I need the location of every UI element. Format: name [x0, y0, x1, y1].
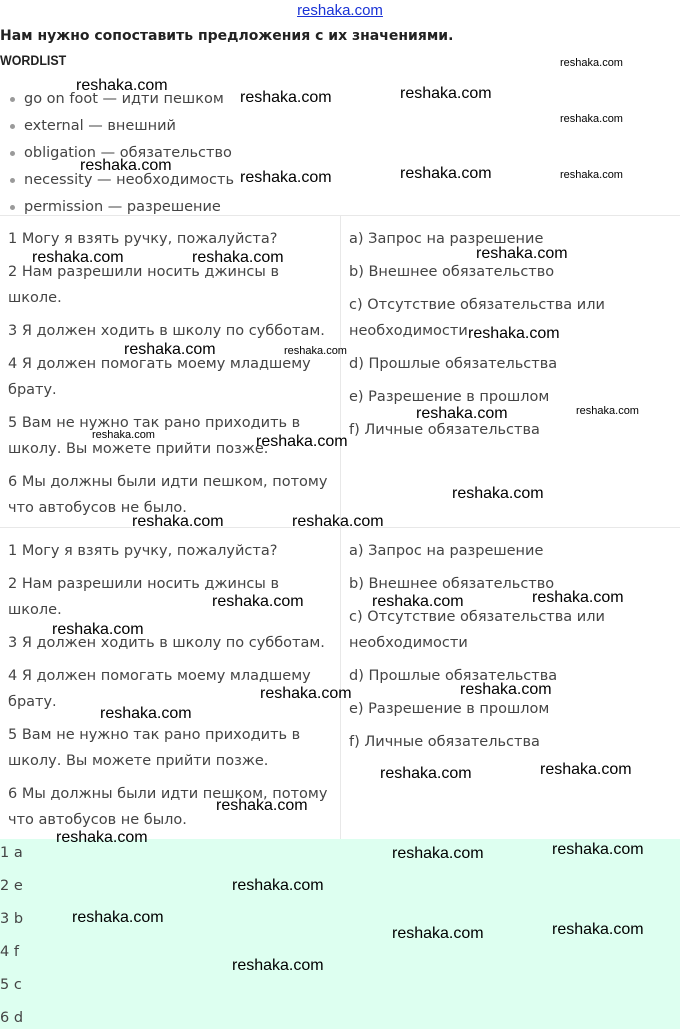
meaning-item: d) Прошлые обязательства: [349, 356, 558, 372]
watermark: reshaka.com: [100, 705, 192, 722]
site-link[interactable]: reshaka.com: [297, 2, 383, 19]
answer-item: 2 e: [0, 878, 23, 894]
watermark: reshaka.com: [124, 341, 216, 358]
meaning-item: b) Внешнее обязательство: [349, 264, 555, 280]
meaning-item: c) Отсутствие обязательства или необходимости: [349, 297, 605, 339]
watermark: reshaka.com: [292, 513, 384, 530]
watermark: reshaka.com: [192, 249, 284, 266]
watermark: reshaka.com: [576, 405, 639, 417]
watermark: reshaka.com: [212, 593, 304, 610]
answer-item: 4 f: [0, 944, 19, 960]
wordlist-item: go on foot — идти пешком: [10, 88, 234, 115]
meaning-item: e) Разрешение в прошлом: [349, 701, 550, 717]
watermark: reshaka.com: [392, 845, 484, 862]
sentence-item: 1 Могу я взять ручку, пожалуйста?: [8, 231, 278, 247]
watermark: reshaka.com: [56, 829, 148, 846]
watermark: reshaka.com: [80, 157, 172, 174]
wordlist-item: obligation — обязательство: [10, 142, 234, 169]
sentence-item: 6 Мы должны были идти пешком, потому что автобусов не было.: [8, 474, 328, 516]
sentence-item: 5 Вам не нужно так рано приходить в школу. Вы можете прийти позже.: [8, 727, 301, 769]
wordlist-item: necessity — необходимость: [10, 169, 234, 196]
sentence-item: 1 Могу я взять ручку, пожалуйста?: [8, 543, 278, 559]
watermark: reshaka.com: [52, 621, 144, 638]
meaning-item: b) Внешнее обязательство: [349, 576, 555, 592]
watermark: reshaka.com: [240, 89, 332, 106]
watermark: reshaka.com: [72, 909, 164, 926]
sentence-item: 4 Я должен помогать моему младшему брату.: [8, 668, 311, 710]
meaning-item: a) Запрос на разрешение: [349, 543, 544, 559]
watermark: reshaka.com: [32, 249, 124, 266]
sentence-item: 2 Нам разрешили носить джинсы в школе.: [8, 576, 280, 618]
watermark: reshaka.com: [400, 85, 492, 102]
watermark: reshaka.com: [552, 921, 644, 938]
watermark: reshaka.com: [240, 169, 332, 186]
meaning-item: d) Прошлые обязательства: [349, 668, 558, 684]
meaning-item: f) Личные обязательства: [349, 734, 540, 750]
wordlist-item: permission — разрешение: [10, 196, 234, 223]
watermark: reshaka.com: [416, 405, 508, 422]
watermark: reshaka.com: [476, 245, 568, 262]
watermark: reshaka.com: [372, 593, 464, 610]
sentence-item: 5 Вам не нужно так рано приходить в школу. Вы можете прийти позже.: [8, 415, 301, 457]
meaning-item: c) Отсутствие обязательства или необходимости: [349, 609, 605, 651]
watermark: reshaka.com: [216, 797, 308, 814]
answer-item: 1 a: [0, 845, 23, 861]
watermark: reshaka.com: [400, 165, 492, 182]
watermark: reshaka.com: [232, 957, 324, 974]
watermark: reshaka.com: [260, 685, 352, 702]
watermark: reshaka.com: [532, 589, 624, 606]
watermark: reshaka.com: [560, 113, 623, 125]
watermark: reshaka.com: [132, 513, 224, 530]
sentence-item: 3 Я должен ходить в школу по субботам.: [8, 323, 325, 339]
watermark: reshaka.com: [380, 765, 472, 782]
answer-item: 6 d: [0, 1010, 24, 1026]
matching-table: [0, 527, 680, 839]
watermark: reshaka.com: [232, 877, 324, 894]
watermark: reshaka.com: [560, 57, 623, 69]
meaning-item: f) Личные обязательства: [349, 422, 540, 438]
sentence-item: 3 Я должен ходить в школу по субботам.: [8, 635, 325, 651]
watermark: reshaka.com: [284, 345, 347, 357]
watermark: reshaka.com: [460, 681, 552, 698]
wordlist-item: external — внешний: [10, 115, 234, 142]
answer-item: 5 c: [0, 977, 22, 993]
watermark: reshaka.com: [92, 429, 155, 441]
sentence-item: 4 Я должен помогать моему младшему брату.: [8, 356, 311, 398]
watermark: reshaka.com: [392, 925, 484, 942]
watermark: reshaka.com: [560, 169, 623, 181]
watermark: reshaka.com: [540, 761, 632, 778]
watermark: reshaka.com: [76, 77, 168, 94]
answer-item: 3 b: [0, 911, 24, 927]
watermark: reshaka.com: [256, 433, 348, 450]
watermark: reshaka.com: [468, 325, 560, 342]
meaning-item: e) Разрешение в прошлом: [349, 389, 550, 405]
sentence-item: 2 Нам разрешили носить джинсы в школе.: [8, 264, 280, 306]
watermark: reshaka.com: [552, 841, 644, 858]
wordlist: [10, 88, 234, 223]
sentences-column: [0, 528, 341, 839]
task-intro: Нам нужно сопоставить предложения с их значениями.: [0, 28, 454, 44]
watermark: reshaka.com: [452, 485, 544, 502]
wordlist-title: WORDLIST: [0, 53, 67, 68]
sentence-item: 6 Мы должны были идти пешком, потому что автобусов не было.: [8, 786, 328, 828]
meaning-item: a) Запрос на разрешение: [349, 231, 544, 247]
